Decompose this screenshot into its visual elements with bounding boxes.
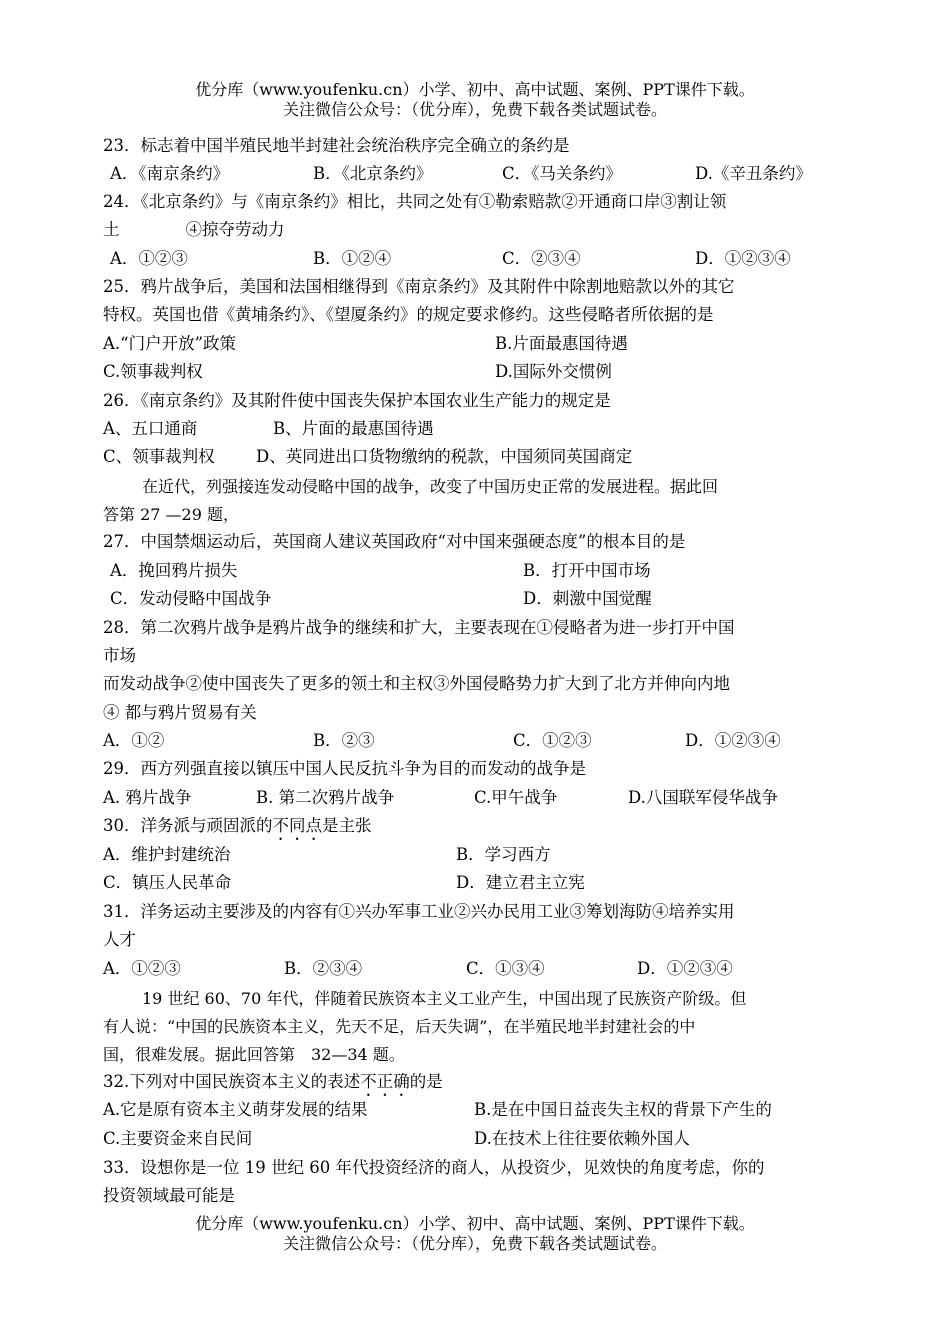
footer-line-1: 优分库（www.youfenku.cn）小学、初中、高中试题、案例、PPT课件下载。	[195, 1214, 755, 1233]
question-26-option-a: A、五口通商	[103, 419, 198, 438]
question-30-option-a: A．维护封建统治	[103, 845, 231, 864]
question-28-stem-line-3: 而发动战争②使中国丧失了更多的领土和主权③外国侵略势力扩大到了北方并伸向内地	[103, 674, 730, 693]
question-24-option-b: B．①②④	[313, 249, 392, 268]
question-29-option-c: C.甲午战争	[474, 788, 558, 807]
question-25-option-b: B.片面最惠国待遇	[495, 334, 628, 353]
question-30-stem-pre: 30．洋务派与顽固派的	[103, 816, 273, 835]
question-32-stem	[103, 1071, 443, 1100]
question-23-option-b: B．《北京条约》	[313, 164, 433, 183]
question-33-stem-line-2: 投资领域最可能是	[103, 1186, 235, 1205]
question-24-stem-line-2: 土 ④掠夺劳动力	[103, 220, 285, 239]
question-23-stem: 23．标志着中国半殖民地半封建社会统治秩序完全确立的条约是	[103, 136, 570, 155]
section-intro-1-line-1: 在近代，列强接连发动侵略中国的战争，改变了中国历史正常的发展进程。据此回	[142, 477, 719, 496]
question-32-option-a: A.它是原有资本主义萌芽发展的结果	[103, 1100, 368, 1119]
question-27-option-b: B．打开中国市场	[523, 561, 651, 580]
question-25-stem-line-2: 特权。英国也借《黄埔条约》、《望厦条约》的规定要求修约。这些侵略者所依据的是	[103, 305, 714, 324]
question-24-option-a: A．①②③	[110, 249, 188, 268]
footer-line-2: 关注微信公众号：（优分库），免费下载各类试题试卷。	[282, 1234, 667, 1253]
question-30-stem	[103, 815, 372, 844]
question-31-option-a: A．①②③	[103, 959, 181, 978]
question-32-stem-emphasis: 不正确	[360, 1072, 410, 1091]
question-30-option-b: B．学习西方	[456, 845, 551, 864]
question-31-stem-line-1: 31．洋务运动主要涉及的内容有①兴办军事工业②兴办民用工业③筹划海防④培养实用	[103, 902, 735, 921]
question-27-option-c: C．发动侵略中国战争	[110, 589, 272, 608]
question-25-stem-line-1: 25．鸦片战争后，美国和法国相继得到《南京条约》及其附件中除割地赔款以外的其它	[103, 277, 735, 296]
question-32-stem-pre: 32.下列对中国民族资本主义的表述	[103, 1072, 361, 1091]
question-29-option-a: A. 鸦片战争	[103, 788, 192, 807]
question-26-option-b: B、片面的最惠国待遇	[273, 419, 434, 438]
question-33-stem-line-1: 33．设想你是一位 19 世纪 60 年代投资经济的商人，从投资少，见效快的角度考虑，你的	[103, 1158, 765, 1177]
section-intro-1-line-2: 答第 27 —29 题，	[103, 505, 239, 524]
question-28-option-c: C．①②③	[513, 731, 592, 750]
question-27-stem: 27．中国禁烟运动后，英国商人建议英国政府“对中国来强硬态度”的根本目的是	[103, 532, 686, 551]
question-29-option-d: D.八国联军侵华战争	[628, 788, 778, 807]
question-24-option-d: D．①②③④	[695, 249, 791, 268]
question-24-stem-line-1: 24．《北京条约》与《南京条约》相比，共同之处有①勒索赔款②开通商口岸③割让领	[103, 192, 727, 211]
question-26-stem: 26．《南京条约》及其附件使中国丧失保护本国农业生产能力的规定是	[103, 391, 611, 410]
question-23-option-d: D.《辛丑条约》	[695, 164, 812, 183]
question-26-option-c: C、领事裁判权	[103, 447, 215, 466]
question-27-option-d: D．刺激中国觉醒	[523, 589, 652, 608]
question-28-stem-line-1: 28．第二次鸦片战争是鸦片战争的继续和扩大，主要表现在①侵略者为进一步打开中国	[103, 618, 735, 637]
question-32-option-d: D.在技术上往往要依赖外国人	[474, 1129, 690, 1148]
section-intro-2-line-3: 国，很难发展。据此回答第 32—34 题。	[103, 1045, 405, 1064]
question-27-option-a: A．挽回鸦片损失	[110, 561, 238, 580]
question-31-option-c: C．①③④	[466, 959, 545, 978]
question-25-option-d: D.国际外交惯例	[495, 362, 612, 381]
question-31-option-d: D．①②③④	[637, 959, 733, 978]
question-25-option-c: C.领事裁判权	[103, 362, 203, 381]
question-32-stem-post: 的是	[409, 1072, 443, 1091]
question-29-stem: 29．西方列强直接以镇压中国人民反抗斗争为目的而发动的战争是	[103, 759, 586, 778]
question-23-option-c: C．《马关条约》	[502, 164, 622, 183]
question-31-stem-line-2: 人才	[103, 930, 136, 949]
question-28-stem-line-2: 市场	[103, 646, 136, 665]
question-25-option-a: A.“门户开放”政策	[103, 334, 237, 353]
section-intro-2-line-1: 19 世纪 60、70 年代，伴随着民族资本主义工业产生，中国出现了民族资产阶级。但	[142, 989, 747, 1008]
question-30-stem-post: 是主张	[322, 816, 372, 835]
question-26-option-d: D、英同进出口货物缴纳的税款，中国须同英国商定	[256, 447, 633, 466]
question-30-option-d: D．建立君主立宪	[456, 873, 585, 892]
question-32-option-c: C.主要资金来自民间	[103, 1129, 253, 1148]
question-30-option-c: C．镇压人民革命	[103, 873, 232, 892]
question-28-option-a: A．①②	[103, 731, 165, 750]
question-29-option-b: B. 第二次鸦片战争	[256, 788, 395, 807]
question-28-option-d: D．①②③④	[685, 731, 781, 750]
question-31-option-b: B．②③④	[284, 959, 363, 978]
question-28-stem-line-4: ④ 都与鸦片贸易有关	[103, 703, 257, 722]
header-line-1: 优分库（www.youfenku.cn）小学、初中、高中试题、案例、PPT课件下载。	[195, 80, 755, 99]
question-23-option-a: A．《南京条约》	[110, 164, 230, 183]
section-intro-2-line-2: 有人说：“中国的民族资本主义，先天不足，后天失调”，在半殖民地半封建社会的中	[103, 1017, 696, 1036]
question-24-option-c: C．②③④	[502, 249, 581, 268]
question-28-option-b: B．②③	[313, 731, 375, 750]
header-line-2: 关注微信公众号：（优分库），免费下载各类试题试卷。	[282, 100, 667, 119]
question-32-option-b: B.是在中国日益丧失主权的背景下产生的	[474, 1100, 772, 1119]
question-30-stem-emphasis: 不同点	[272, 816, 322, 835]
